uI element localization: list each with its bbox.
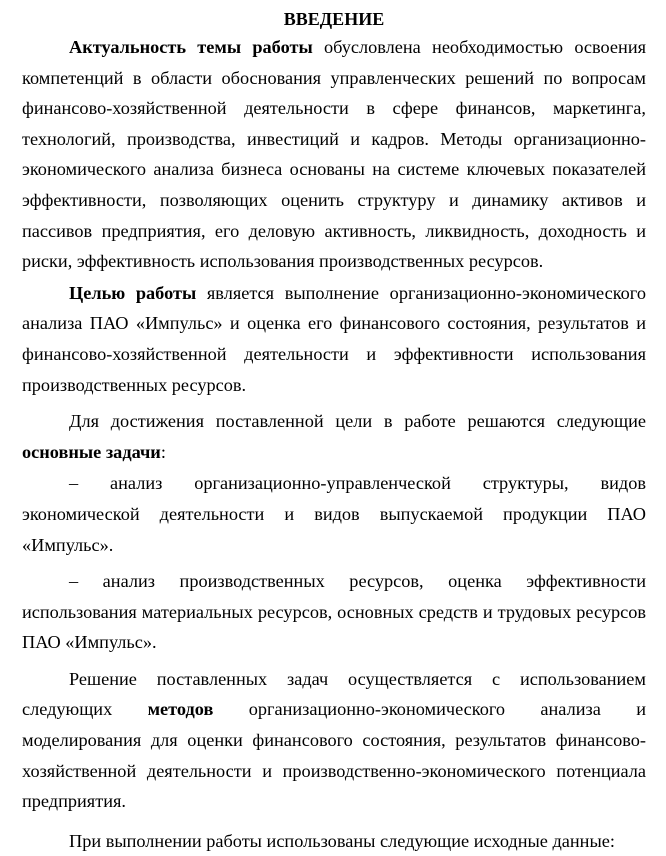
methods-text-before: Решение поставленных задач осуществляется с использованием следующих bbox=[22, 668, 646, 720]
paragraph-tasks-intro bbox=[22, 406, 646, 467]
task-item: – анализ производственных ресурсов, оценка эффективности использования материальных ресурсов, основных средств и трудовых ресурсов ПАО «Импульс». bbox=[22, 571, 646, 653]
goal-text: является выполнение организационно-экономического анализа ПАО «Импульс» и оценка его финансового состояния, результатов и финансово-хозяйственной деятельности и эффективности использования производственных ресурсов. bbox=[22, 282, 646, 395]
task-item: – анализ организационно-управленческой структуры, видов экономической деятельности и видов выпускаемой продукции ПАО «Импульс». bbox=[22, 473, 646, 555]
relevance-lead: Актуальность темы работы bbox=[69, 37, 313, 57]
tasks-intro-text: Для достижения поставленной цели в работе решаются следующие bbox=[69, 411, 646, 432]
goal-lead: Целью работы bbox=[69, 282, 197, 303]
paragraph-goal bbox=[22, 278, 646, 400]
paragraph-relevance bbox=[22, 32, 646, 277]
methods-bold: методов bbox=[147, 699, 214, 720]
tasks-intro-bold: основные задачи bbox=[22, 441, 161, 462]
section-heading: ВВЕДЕНИЕ bbox=[283, 9, 385, 29]
paragraph-methods bbox=[22, 664, 646, 817]
document-page bbox=[22, 0, 646, 856]
tasks-intro-colon: : bbox=[160, 441, 166, 462]
methods-text-after: организационно-экономического анализа и моделирования для оценки финансового состояния, результатов финансово-хозяйственной деятельности и производственно-экономического потенциала предприятия. bbox=[22, 699, 646, 812]
relevance-text: обусловлена необходимостью освоения компетенций в области обоснования управленческих решений по вопросам финансово-хозяйственной деятельности в сфере финансов, маркетинга, технологий, производства, инвестиций и кадров. Методы организационно-экономического анализа бизнеса основаны на системе ключевых показателей эффективности, позволяющих оценить структуру и динамику активов и пассивов предприятия, его деловую активность, ликвидность, доходность и риски, эффективность использования производственных ресурсов. bbox=[22, 37, 647, 272]
paragraph-source-data: При выполнении работы использованы следующие исходные данные: bbox=[69, 830, 615, 851]
